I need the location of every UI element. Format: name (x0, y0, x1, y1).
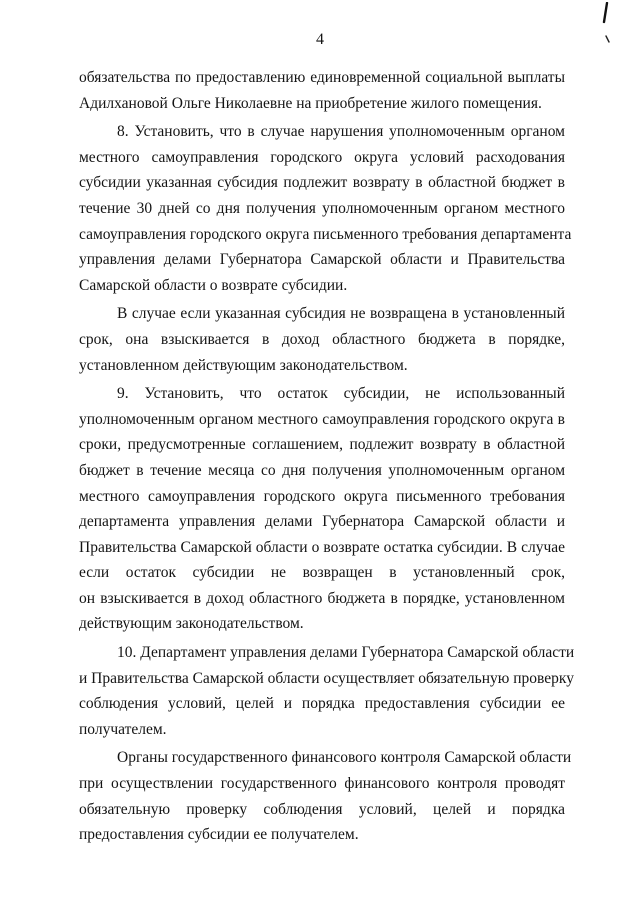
document-body (79, 65, 575, 848)
text-line: Органы государственного финансового контроля Самарской области (117, 749, 572, 767)
text-line: 8. Установить, что в случае нарушения уполномоченным органом (117, 123, 565, 141)
text-line: предоставления субсидии ее получателем. (79, 826, 359, 844)
text-line: при осуществлении государственного финансового контроля проводят (79, 775, 565, 793)
paragraph-p0 (79, 65, 565, 116)
scan-mark (598, 2, 614, 24)
text-line: Правительства Самарской области о возврате остатка субсидии. В случае (79, 538, 565, 556)
text-line: уполномоченным органом местного самоуправления городского округа в (79, 410, 565, 428)
text-line: Адилхановой Ольге Николаевне на приобретение жилого помещения. (79, 94, 542, 112)
paragraph-p10 (79, 640, 575, 742)
text-line: управления делами Губернатора Самарской области и Правительства (79, 251, 565, 269)
text-line: срок, она взыскивается в доход областного бюджета в порядке, (79, 330, 565, 348)
text-line: течение 30 дней со дня получения уполномоченным органом местного (79, 199, 565, 217)
page-number: 4 (316, 31, 324, 48)
paragraph-p8 (79, 119, 572, 298)
paragraph-p9 (79, 381, 565, 637)
text-line: местного самоуправления городского округа условий расходования (79, 148, 565, 166)
text-line: Самарской области о возврате субсидии. (79, 276, 348, 294)
text-line: соблюдения условий, целей и порядка предоставления субсидии ее (79, 695, 565, 713)
text-line: обязательную проверку соблюдения условий, целей и порядка (79, 800, 565, 818)
text-line: местного самоуправления городского округа письменного требования (79, 487, 565, 505)
text-line: и Правительства Самарской области осуществляет обязательную проверку (79, 669, 574, 687)
text-line: 9. Установить, что остаток субсидии, не использованный (117, 385, 565, 403)
text-line: установленном действующим законодательством. (79, 356, 408, 374)
text-line: департамента управления делами Губернатора Самарской области и (79, 513, 565, 531)
text-line: действующим законодательством. (79, 615, 304, 633)
text-line: субсидии указанная субсидия подлежит возврату в областной бюджет в (79, 174, 565, 192)
text-line: 10. Департамент управления делами Губернатора Самарской области (117, 644, 575, 662)
text-line: обязательства по предоставлению единовременной социальной выплаты (79, 69, 565, 86)
text-line: получателем. (79, 720, 167, 738)
text-line: он взыскивается в доход областного бюджета в порядке, установленном (79, 589, 565, 607)
text-line: сроки, предусмотренные соглашением, подлежит возврату в областной (79, 436, 565, 454)
text-line: самоуправления городского округа письменного требования департамента (79, 225, 572, 243)
paragraph-p10b (79, 745, 572, 847)
text-line: бюджет в течение месяца со дня получения уполномоченным органом (79, 461, 565, 479)
text-line: В случае если указанная субсидия не возвращена в установленный (117, 305, 565, 323)
text-line: если остаток субсидии не возвращен в установленный срок, (79, 564, 565, 582)
paragraph-p8b (79, 301, 565, 378)
